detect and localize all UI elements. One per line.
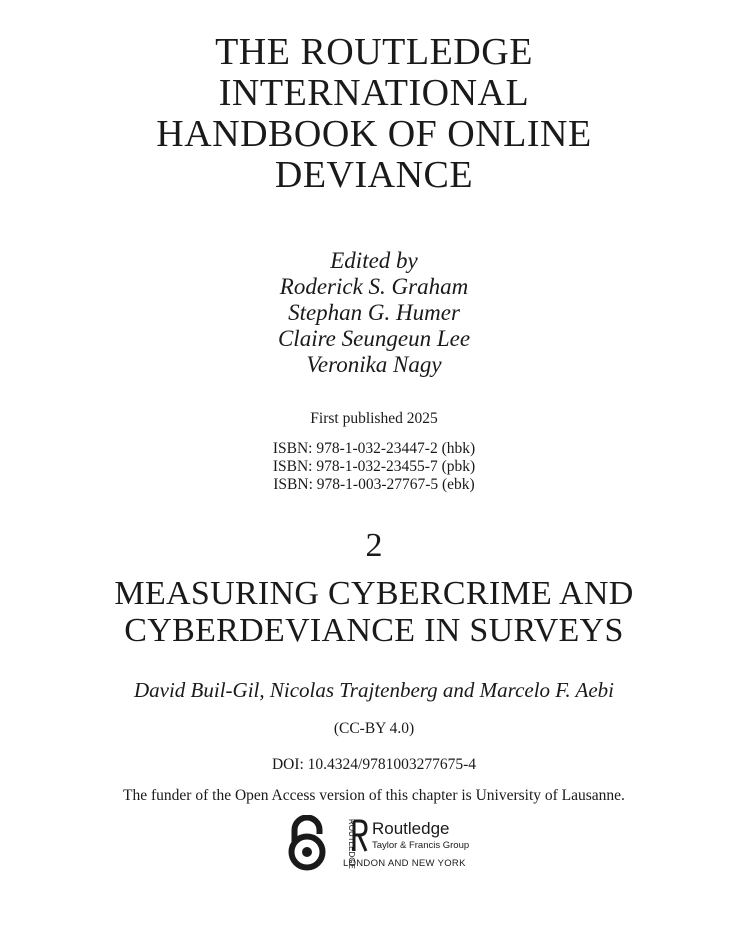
doi: DOI: 10.4324/9781003277675-4 (271, 756, 477, 773)
isbn-line: ISBN: 978-1-032-23455-7 (pbk) (272, 458, 476, 475)
book-title-line: THE ROUTLEDGE (215, 31, 533, 73)
publisher-group: Taylor & Francis Group (372, 840, 470, 851)
editor-name: Roderick S. Graham (279, 274, 469, 299)
edited-by-label: Edited by (330, 248, 418, 273)
editor-name: Veronika Nagy (306, 352, 442, 377)
chapter-title-line: MEASURING CYBERCRIME AND (114, 575, 634, 612)
book-title-line: DEVIANCE (274, 154, 474, 196)
book-title (0, 32, 748, 196)
first-published: First published 2025 (310, 410, 438, 427)
editors-block (0, 248, 748, 378)
isbn-line: ISBN: 978-1-003-27767-5 (ebk) (273, 476, 475, 493)
chapter-number: 2 (365, 527, 383, 564)
book-title-line: HANDBOOK OF ONLINE (156, 113, 592, 155)
chapter-authors: David Buil-Gil, Nicolas Trajtenberg and Marcelo F. Aebi (133, 678, 615, 702)
publisher-cities: LONDON AND NEW YORK (343, 858, 466, 869)
open-access-icon (286, 815, 328, 871)
publisher-logos (286, 815, 486, 875)
funder-statement: The funder of the Open Access version of this chapter is University of Lausanne. (123, 787, 625, 804)
license: (CC-BY 4.0) (333, 720, 415, 737)
isbn-list (0, 440, 748, 494)
publisher-name: Routledge (372, 819, 450, 838)
editor-name: Claire Seungeun Lee (277, 326, 471, 351)
routledge-vertical-mark: ROUTLEDGE (347, 819, 356, 869)
editor-name: Stephan G. Humer (288, 300, 460, 325)
chapter-title-line: CYBERDEVIANCE IN SURVEYS (124, 612, 624, 649)
chapter-title (0, 575, 748, 649)
book-title-line: INTERNATIONAL (218, 72, 530, 114)
isbn-line: ISBN: 978-1-032-23447-2 (hbk) (272, 440, 476, 457)
